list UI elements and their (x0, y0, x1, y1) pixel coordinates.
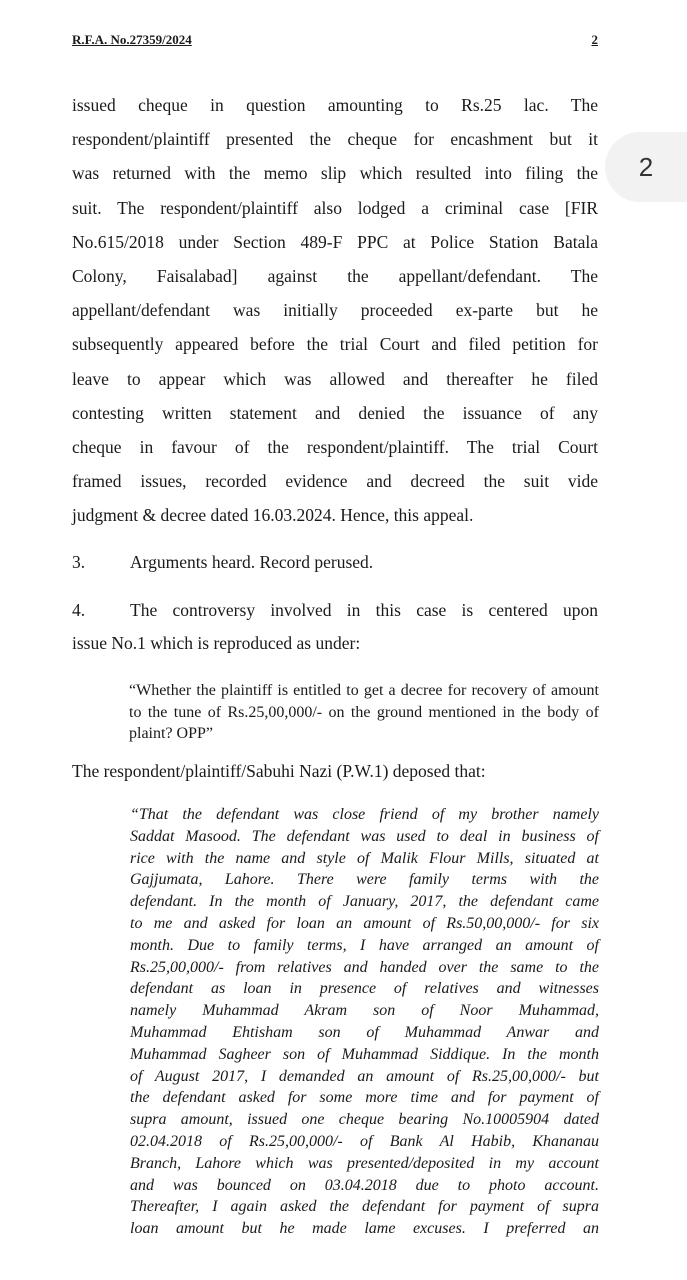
paragraph-line: leave to appear which was allowed and thereafter he filed (72, 368, 598, 389)
quote-line: of August 2017, I demanded an amount of Rs.25,00,000/- but (130, 1067, 599, 1085)
paragraph-line: was returned with the memo slip which resulted into filing the (72, 163, 598, 184)
quote-line: the defendant asked for some more time and for payment of (130, 1089, 599, 1107)
quote-line: month. Due to family terms, I have arranged an amount of (130, 936, 599, 954)
paragraph-text: Arguments heard. Record perused. (130, 552, 374, 572)
paragraph-4 (72, 594, 598, 660)
quote-line: defendant as loan in presence of relatives and witnesses (130, 980, 599, 998)
quote-line: and was bounced on 03.04.2018 due to photo account. (130, 1176, 599, 1194)
case-number: R.F.A. No.27359/2024 (72, 32, 192, 47)
quote-line: rice with the name and style of Malik Flour Mills, situated at (130, 849, 599, 867)
paragraph-line: suit. The respondent/plaintiff also lodged a criminal case [FIR (72, 197, 598, 218)
paragraph-line: issued cheque in question amounting to Rs.25 lac. The (72, 95, 598, 115)
paragraph-line: contesting written statement and denied the issuance of any (72, 402, 598, 423)
paragraph-line: The controversy involved in this case is centered upon (130, 600, 598, 620)
issue-quote: “Whether the plaintiff is entitled to get a decree for recovery of amount to the tune of Rs.25,00,000/- on the ground mentioned in the body of plaint? OPP” (129, 682, 599, 742)
quote-line: supra amount, issued one cheque bearing No.10005904 dated (130, 1111, 599, 1129)
page-number: 2 (591, 32, 598, 47)
paragraph-line: Colony, Faisalabad] against the appellant/defendant. The (72, 266, 598, 287)
deposition-intro: The respondent/plaintiff/Sabuhi Nazi (P.W.1) deposed that: (72, 761, 486, 781)
deposition-quote (130, 804, 599, 1240)
paragraph-line: respondent/plaintiff presented the cheque for encashment but it (72, 129, 598, 150)
quote-line: Branch, Lahore which was presented/deposited in my account (130, 1154, 599, 1172)
paragraph-line: judgment & decree dated 16.03.2024. Hence, this appeal. (72, 505, 474, 526)
paragraph-line: subsequently appeared before the trial Court and filed petition for (72, 334, 598, 355)
page-header (72, 32, 598, 48)
quote-line: Thereafter, I again asked the defendant for payment of supra (130, 1198, 599, 1216)
quote-line: “That the defendant was close friend of my brother namely (130, 806, 599, 823)
paragraph-line: issue No.1 which is reproduced as under: (72, 633, 361, 653)
page-indicator-label: 2 (638, 151, 654, 182)
page-indicator-tab[interactable] (605, 132, 687, 202)
paragraph-line: appellant/defendant was initially proceeded ex-parte but he (72, 300, 598, 321)
quote-line: Saddat Masood. The defendant was used to deal in business of (130, 827, 599, 845)
paragraph-number: 4. (72, 600, 86, 620)
quote-line: loan amount but he made lame excuses. I preferred an (130, 1220, 599, 1238)
paragraph-line: No.615/2018 under Section 489-F PPC at Police Station Batala (72, 231, 598, 252)
paragraph-line: framed issues, recorded evidence and decreed the suit vide (72, 471, 598, 492)
quote-line: Rs.25,00,000/- from relatives and handed over the same to the (130, 958, 599, 976)
quote-line: to me and asked for loan an amount of Rs.50,00,000/- for six (130, 914, 599, 932)
paragraph-line: cheque in favour of the respondent/plaintiff. The trial Court (72, 437, 598, 458)
quote-line: Gajjumata, Lahore. There were family terms with the (130, 871, 599, 889)
paragraph-3 (72, 546, 598, 579)
quote-line: namely Muhammad Akram son of Noor Muhammad, (130, 1002, 599, 1020)
quote-line: Muhammad Sagheer son of Muhammad Siddique. In the month (130, 1045, 599, 1063)
quote-line: 02.04.2018 of Rs.25,00,000/- of Bank Al Habib, Khananau (130, 1132, 599, 1150)
paragraph-continued (72, 88, 598, 533)
quote-line: Muhammad Ehtisham son of Muhammad Anwar and (130, 1023, 599, 1041)
paragraph-number: 3. (72, 552, 86, 572)
quote-line: defendant. In the month of January, 2017, the defendant came (130, 893, 599, 911)
